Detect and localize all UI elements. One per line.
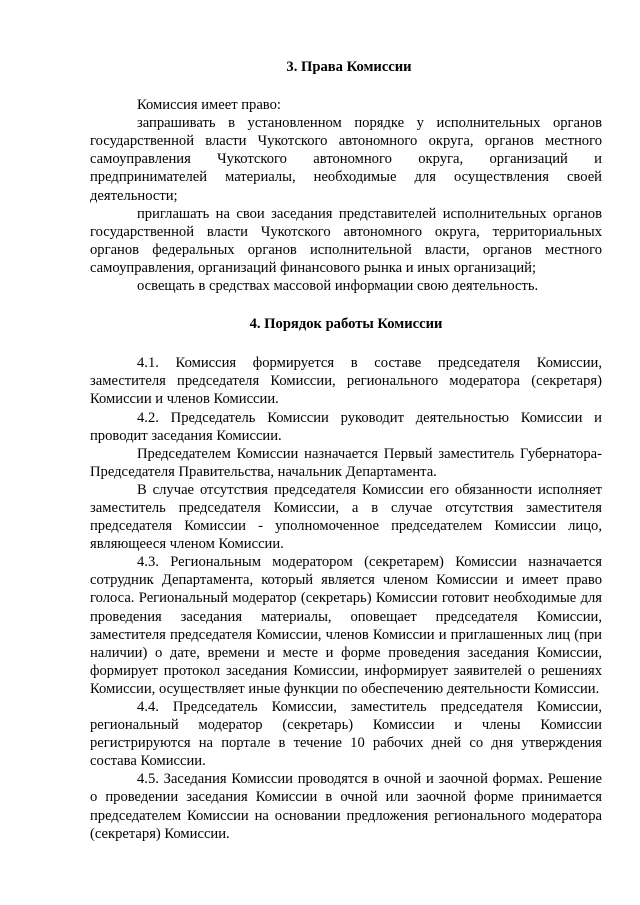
section-3-title: 3. Права Комиссии <box>286 59 412 75</box>
paragraph-4-1: 4.1. Комиссия формируется в составе председателя Комиссии, заместителя председателя Комиссии, регионального модератора (секретаря) Комиссии и членов Комиссии. <box>90 355 602 408</box>
section-4-title: 4. Порядок работы Комиссии <box>249 316 443 333</box>
paragraph-4-2-chairman: Председателем Комиссии назначается Первый заместитель Губернатора-Председателя Правительства, начальник Департамента. <box>90 445 602 480</box>
section-3-item-request: запрашивать в установленном порядке у исполнительных органов государственной власти Чукотского автономного округа, органов местного самоуправления Чукотского автономного округа, организаций и предпринимателей материалы, необходимые для осуществления своей деятельности; <box>90 115 602 204</box>
document-page <box>90 58 602 843</box>
paragraph-4-2: 4.2. Председатель Комиссии руководит деятельностью Комиссии и проводит заседания Комиссии. <box>90 409 602 444</box>
paragraph-4-3: 4.3. Региональным модератором (секретарем) Комиссии назначается сотрудник Департамента, который является членом Комиссии и имеет право голоса. Региональный модератор (секретарь) Комиссии готовит необходимые для проведения заседания материалы, оповещает председателя Комиссии, заместителя председателя Комиссии, членов Комиссии и приглашенных лиц (при наличии) о дате, времени и месте и форме проведения заседания Комиссии, формирует протокол заседания Комиссии, информирует заявителей о решениях Комиссии, осуществляет иные функции по обеспечению деятельности Комиссии. <box>90 554 602 697</box>
section-3-item-invite: приглашать на свои заседания представителей исполнительных органов государственной власти Чукотского автономного округа, территориальных органов федеральных органов исполнительной власти, органов местного самоуправления, организаций финансового рынка и иных организаций; <box>90 205 602 276</box>
section-3-item-publicize: освещать в средствах массовой информации свою деятельность. <box>137 278 539 295</box>
paragraph-4-4: 4.4. Председатель Комиссии, заместитель председателя Комиссии, региональный модератор (секретарь) Комиссии и члены Комиссии регистрируются на портале в течение 10 рабочих дней со дня утверждения состава Комиссии. <box>90 699 602 770</box>
paragraph-4-2-absence: В случае отсутствия председателя Комиссии его обязанности исполняет заместитель председателя Комиссии, а в случае отсутствия заместителя председателя Комиссии - уполномоченное председателем Комиссии лицо, являющееся членом Комиссии. <box>90 481 602 553</box>
section-3-intro: Комиссия имеет право: <box>137 97 281 114</box>
paragraph-4-5: 4.5. Заседания Комиссии проводятся в очной и заочной формах. Решение о проведении заседания Комиссии в очной или заочной форме принимается председателем Комиссии на основании предложения регионального модератора (секретаря) Комиссии. <box>90 771 602 842</box>
